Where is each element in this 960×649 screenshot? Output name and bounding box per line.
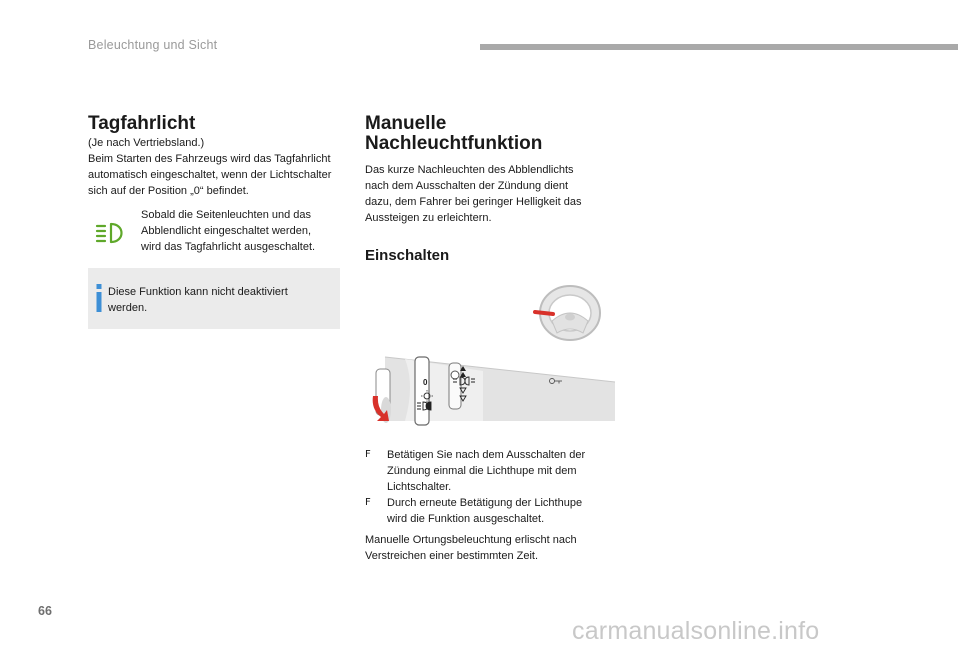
bullet-text bbox=[387, 447, 612, 495]
text-line: Verstreichen einer bestimmten Zeit. bbox=[365, 550, 539, 562]
text-line: Beim Starten des Fahrzeugs wird das Tagfahrlicht bbox=[88, 153, 331, 165]
text-line: Diese Funktion kann nicht deaktiviert bbox=[108, 286, 288, 298]
text-line: Betätigen Sie nach dem Ausschalten der bbox=[387, 449, 586, 461]
info-box bbox=[88, 268, 340, 329]
country-note: (Je nach Vertriebsland.) bbox=[88, 137, 205, 149]
text-line: Lichtschalter. bbox=[387, 481, 452, 493]
text-line: wird die Funktion ausgeschaltet. bbox=[387, 513, 545, 525]
section-heading-nachleucht bbox=[365, 114, 542, 154]
text-line: Durch erneute Betätigung der Lichthupe bbox=[387, 497, 583, 509]
light-stalk bbox=[376, 357, 615, 425]
text-line: nach dem Ausschalten der Zündung dient bbox=[365, 180, 569, 192]
text-line: sich auf der Position „0“ befindet. bbox=[88, 185, 249, 197]
info-text bbox=[108, 284, 333, 316]
header-rule bbox=[480, 44, 958, 50]
bullet-mark: F bbox=[365, 497, 371, 508]
watermark: carmanualsonline.info bbox=[572, 617, 820, 645]
text-line: Zündung einmal die Lichthupe mit dem bbox=[387, 465, 577, 477]
nachleucht-intro bbox=[365, 162, 625, 226]
text-line: wird das Tagfahrlicht ausgeschaltet. bbox=[141, 241, 316, 253]
subheading-einschalten: Einschalten bbox=[365, 247, 450, 264]
daytime-light-icon bbox=[95, 222, 127, 244]
light-stalk-illustration bbox=[365, 275, 620, 435]
text-line: Das kurze Nachleuchten des Abblendlichts bbox=[365, 164, 574, 176]
section-heading-tagfahrlicht: Tagfahrlicht bbox=[88, 113, 196, 134]
text-line: Aussteigen zu erleichtern. bbox=[365, 212, 492, 224]
running-header: Beleuchtung und Sicht bbox=[88, 38, 218, 52]
bullet-item bbox=[365, 447, 625, 495]
text-line: Manuelle Ortungsbeleuchtung erlischt nach bbox=[365, 534, 577, 546]
text-line: Abblendlicht eingeschaltet werden, bbox=[141, 225, 312, 237]
bullet-item bbox=[365, 495, 625, 527]
info-icon bbox=[96, 284, 102, 312]
heading-line: Manuelle bbox=[365, 113, 447, 134]
heading-line: Nachleuchtfunktion bbox=[365, 133, 543, 154]
icon-explanation bbox=[141, 207, 341, 255]
text-line: dazu, dem Fahrer bei geringer Helligkeit das bbox=[365, 196, 582, 208]
nachleucht-outro bbox=[365, 532, 625, 564]
position-zero-label: 0 bbox=[423, 378, 428, 387]
text-line: werden. bbox=[108, 302, 148, 314]
bullet-mark: F bbox=[365, 449, 371, 460]
tagfahrlicht-paragraph bbox=[88, 135, 346, 199]
stalk-highlight-arrow bbox=[535, 312, 553, 314]
page-number: 66 bbox=[38, 604, 52, 618]
bullet-text bbox=[387, 495, 612, 527]
text-line: automatisch eingeschaltet, wenn der Lichtschalter bbox=[88, 169, 332, 181]
text-line: Sobald die Seitenleuchten und das bbox=[141, 209, 312, 221]
